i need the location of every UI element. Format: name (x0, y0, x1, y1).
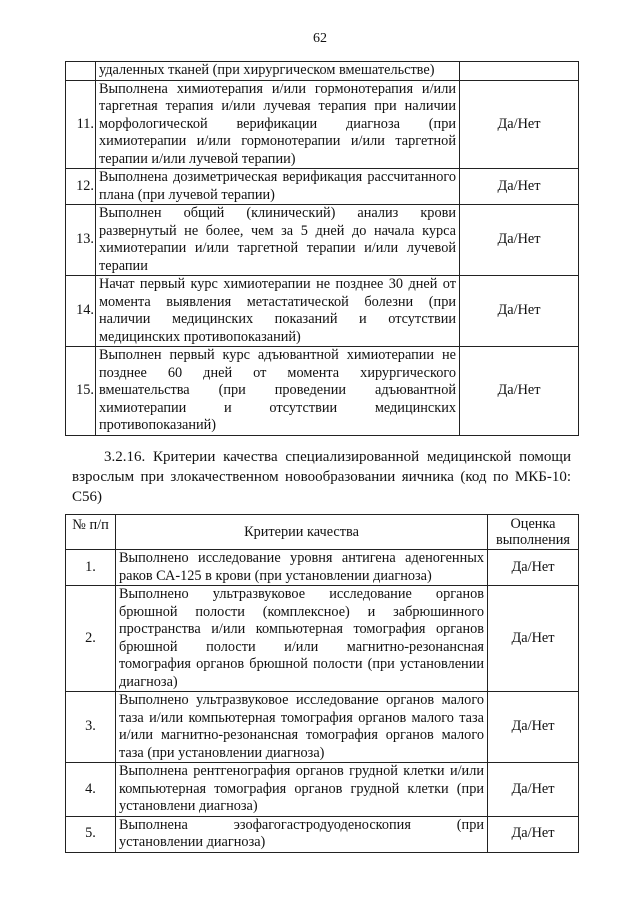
row-criterion: Выполнена эзофагогастродуоденоскопия (при установлении диагноза) (116, 816, 488, 852)
row-answer: Да/Нет (460, 169, 579, 205)
row-answer: Да/Нет (488, 550, 579, 586)
section-heading (72, 447, 571, 507)
row-answer: Да/Нет (488, 586, 579, 692)
table-row (66, 692, 579, 763)
row-criterion: Выполнено ультразвуковое исследование органов малого таза и/или компьютерная томография органов малого таза и/или магнитно-резонансная томография органов малого таза (при установлении диагноза) (116, 692, 488, 763)
page-number: 62 (313, 31, 327, 46)
row-number: 15. (66, 347, 96, 436)
row-answer: Да/Нет (488, 692, 579, 763)
header-number: № п/п (66, 515, 116, 550)
row-criterion: Начат первый курс химиотерапии не позднее 30 дней от момента выявления метастатической болезни (при наличии медицинских показаний и отсутствии медицинских противопоказаний) (96, 276, 460, 347)
row-answer (460, 62, 579, 81)
row-answer: Да/Нет (460, 276, 579, 347)
section-heading-text: 3.2.16. Критерии качества специализированной медицинской помощи взрослым при злокачественном новообразовании яичника (код по МКБ-10: С56) (72, 449, 571, 505)
table-row (66, 550, 579, 586)
row-answer: Да/Нет (460, 205, 579, 276)
row-criterion: Выполнено исследование уровня антигена аденогенных раков СА-125 в крови (при установлении диагноза) (116, 550, 488, 586)
row-number (66, 62, 96, 81)
table-row (66, 80, 579, 169)
row-number: 13. (66, 205, 96, 276)
criteria-table-continued (65, 61, 579, 436)
row-number: 14. (66, 276, 96, 347)
row-number: 12. (66, 169, 96, 205)
row-number: 1. (66, 550, 116, 586)
row-criterion: удаленных тканей (при хирургическом вмешательстве) (96, 62, 460, 81)
row-number: 4. (66, 763, 116, 817)
row-answer: Да/Нет (488, 816, 579, 852)
table-row (66, 62, 579, 81)
row-number: 3. (66, 692, 116, 763)
header-score: Оценка выполнения (488, 515, 579, 550)
row-criterion: Выполнена дозиметрическая верификация рассчитанного плана (при лучевой терапии) (96, 169, 460, 205)
row-answer: Да/Нет (488, 763, 579, 817)
row-criterion: Выполнено ультразвуковое исследование органов брюшной полости (комплексное) и забрюшинного пространства и/или компьютерная томография органов брюшной полости и/или магнитно-резонансная томография органов брюшной полости (при установлении диагноза) (116, 586, 488, 692)
row-number: 2. (66, 586, 116, 692)
table-row (66, 816, 579, 852)
row-criterion: Выполнена рентгенография органов грудной клетки и/или компьютерная томография органов грудной клетки (при установлени диагноза) (116, 763, 488, 817)
table-row (66, 763, 579, 817)
header-criterion: Критерии качества (116, 515, 488, 550)
table-row (66, 347, 579, 436)
criteria-table-ovarian (65, 514, 579, 853)
row-number: 11. (66, 80, 96, 169)
table-row (66, 205, 579, 276)
table-row (66, 276, 579, 347)
table-row (66, 169, 579, 205)
row-answer: Да/Нет (460, 347, 579, 436)
row-number: 5. (66, 816, 116, 852)
row-criterion: Выполнен общий (клинический) анализ крови развернутый не более, чем за 5 дней до начала курса химиотерапии и/или таргетной терапии и/или лучевой терапии (96, 205, 460, 276)
row-criterion: Выполнен первый курс адъювантной химиотерапии не позднее 60 дней от момента хирургического вмешательства (при проведении адъювантной химиотерапии и отсутствии медицинских противопоказаний) (96, 347, 460, 436)
table-row (66, 586, 579, 692)
row-answer: Да/Нет (460, 80, 579, 169)
table-header-row (66, 515, 579, 550)
row-criterion: Выполнена химиотерапия и/или гормонотерапия и/или таргетная терапия и/или лучевая терапия при наличии морфологической верификации диагноза (при химиотерапии и/или гормонотерапии и/или таргетной терапии и/или лучевой терапии) (96, 80, 460, 169)
